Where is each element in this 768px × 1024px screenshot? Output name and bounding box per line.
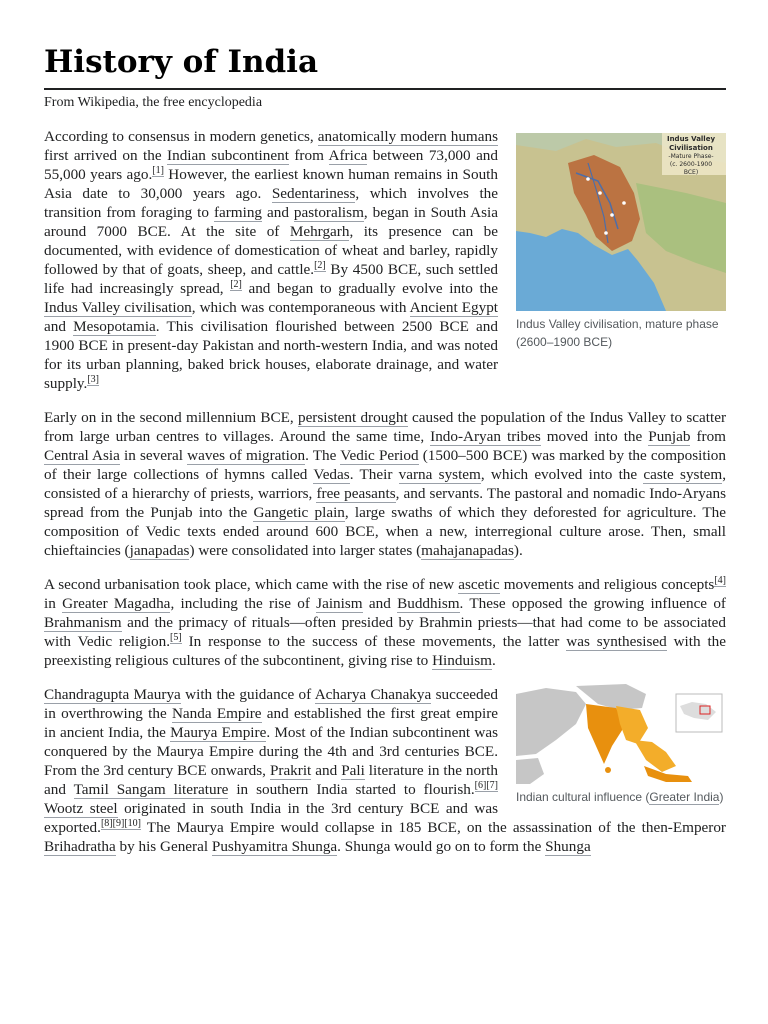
link-pali[interactable]: Pali [341,762,365,779]
citation-1[interactable]: [1] [152,164,164,176]
link-nanda-empire[interactable]: Nanda Empire [171,705,262,722]
link-wootz-steel[interactable]: Wootz steel [44,800,118,817]
link-mehrgarh[interactable]: Mehrgarh [289,223,350,240]
link-central-asia[interactable]: Central Asia [44,447,120,464]
article [44,40,726,856]
link-greater-india[interactable]: Greater India [649,790,720,804]
figure-indus-valley [516,133,726,351]
link-brihadratha[interactable]: Brihadratha [44,838,116,855]
link-persistent-drought[interactable]: persistent drought [297,409,408,426]
link-acharya-chanakya[interactable]: Acharya Chanakya [314,686,432,703]
link-brahmanism[interactable]: Brahmanism [44,614,122,631]
link-vedas[interactable]: Vedas [313,466,350,483]
indus-valley-map[interactable] [516,133,726,311]
link-waves-of-migration[interactable]: waves of migration [187,447,306,464]
citation-2b[interactable]: [2] [230,278,242,290]
link-mesopotamia[interactable]: Mesopotamia [73,318,156,335]
site-tagline: From Wikipedia, the free encyclopedia [44,95,263,110]
link-maurya-empire[interactable]: Maurya Empire [170,724,267,741]
link-sedentariness[interactable]: Sedentariness [271,185,356,202]
citation-10[interactable]: [10] [124,817,141,829]
link-vedic-period[interactable]: Vedic Period [340,447,419,464]
link-indo-aryan-tribes[interactable]: Indo-Aryan tribes [430,428,541,445]
link-buddhism[interactable]: Buddhism [397,595,460,612]
link-caste-system[interactable]: caste system [643,466,723,483]
link-shunga[interactable]: Shunga [545,838,591,855]
page-title: History of India [44,44,319,80]
link-greater-magadha[interactable]: Greater Magadha [62,595,171,612]
paragraph-2: Early on in the second millennium BCE, persistent drought caused the population of the Indus Valley to scatter from large urban centres to villages. Around the same time, Indo-Aryan tribes moved into the Punjab from Central Asia in several waves of migration. The Vedic Period (1500–500 BCE) was marked by the composition of their large collections of hymns called Vedas. Their varna system, which evolved into the caste system, consisted of a hierarchy of priests, warriors, free peasants, and servants. The pastoral and nomadic Indo-Aryans spread from the Punjab into the Gangetic plain, large swaths of which they deforested for agriculture. The composition of Vedic texts ended around 600 BCE, when a new, interregional culture arose. Then, small chieftaincies (janapadas) were consolidated into larger states (mahajanapadas). [44,409,727,559]
link-tamil-sangam-literature[interactable]: Tamil Sangam literature [73,781,229,798]
citation-5[interactable]: [5] [170,631,182,643]
link-hinduism[interactable]: Hinduism [432,652,492,669]
figure-caption-2: Indian cultural influence (Greater India) [516,790,724,804]
link-punjab[interactable]: Punjab [648,428,691,445]
link-chandragupta-maurya[interactable]: Chandragupta Maurya [44,686,181,703]
citation-6[interactable]: [6] [474,779,487,791]
link-ascetic[interactable]: ascetic [458,576,500,593]
link-was-synthesised[interactable]: was synthesised [566,633,667,650]
link-free-peasants[interactable]: free peasants [316,485,396,502]
title-divider [44,88,726,90]
link-mahajanapadas[interactable]: mahajanapadas [421,542,514,559]
link-pushyamitra-shunga[interactable]: Pushyamitra Shunga [211,838,338,855]
citation-4[interactable]: [4] [714,574,727,586]
paragraph-4: Chandragupta Maurya with the guidance of Acharya Chanakya succeeded in overthrowing the Nanda Empire and established the first great empire in ancient India, the Maurya Empire. Most of the Indian subcontinent was conquered by the Maurya Empire during the 4th and 3rd centuries BCE. From the 3rd century BCE onwards, Prakrit and Pali literature in the north and Tamil Sangam literature in southern India started to flourish.[6][7] Wootz steel originated in south India in the 3rd century BCE and was exported.[8][9][10] The Maurya Empire would collapse in 185 BCE, on the assassination of the then-Emperor Brihadratha by his General Pushyamitra Shunga. Shunga would go on to form the Shunga [44,686,726,855]
figure-caption: Indus Valley civilisation, mature phase (2600–1900 BCE) [516,317,719,349]
link-pastoralism[interactable]: pastoralism [293,204,364,221]
figure-greater-india [516,684,726,806]
map-legend: Indus Valley Civilisation -Mature Phase- (c. 2600-1900 BCE) [666,135,716,176]
citation-2[interactable]: [2] [314,259,326,271]
citation-9[interactable]: [9] [112,817,125,829]
link-prakrit[interactable]: Prakrit [269,762,312,779]
link-janapadas[interactable]: janapadas [129,542,190,559]
link-anatomically-modern-humans[interactable]: anatomically modern humans [317,128,498,145]
citation-7[interactable]: [7] [486,779,498,791]
greater-india-map-image [516,684,726,784]
link-africa[interactable]: Africa [328,147,368,164]
link-farming[interactable]: farming [213,204,263,221]
citation-3[interactable]: [3] [87,373,99,385]
link-indian-subcontinent[interactable]: Indian subcontinent [167,147,289,164]
link-jainism[interactable]: Jainism [316,595,363,612]
link-indus-valley-civilisation[interactable]: Indus Valley civilisation [44,299,192,316]
link-ancient-egypt[interactable]: Ancient Egypt [409,299,499,316]
paragraph-3: A second urbanisation took place, which came with the rise of new ascetic movements and religious concepts[4] in Greater Magadha, including the rise of Jainism and Buddhism. These opposed the growing influence of Brahmanism and the primacy of rituals—often presided by Brahmin priests—that had come to be associated with Vedic religion.[5] In response to the success of these movements, the latter was synthesised with the preexisting religious cultures of the subcontinent, giving rise to Hinduism. [44,574,727,669]
citation-8[interactable]: [8] [100,817,113,829]
paragraph-1: According to consensus in modern genetics, anatomically modern humans first arrived on the Indian subcontinent from Africa between 73,000 and 55,000 years ago.[1] However, the earliest known human remains in South Asia date to 30,000 years ago. Sedentariness, which involves the transition from foraging to farming and pastoralism, began in South Asia around 7000 BCE. At the site of Mehrgarh, its presence can be documented, with evidence of domestication of wheat and barley, rapidly followed by that of goats, sheep, and cattle.[2] By 4500 BCE, such settled life had increasingly spread, [2] and began to gradually evolve into the Indus Valley civilisation, which was contemporaneous with Ancient Egypt and Mesopotamia. This civilisation flourished between 2500 BCE and 1900 BCE in present-day Pakistan and north-western India, and was noted for its urban planning, baked brick houses, elaborate drainage, and water supply.[3] [44,128,499,392]
link-varna-system[interactable]: varna system [398,466,481,483]
greater-india-map[interactable] [516,684,726,784]
link-gangetic-plain[interactable]: Gangetic plain [253,504,345,521]
